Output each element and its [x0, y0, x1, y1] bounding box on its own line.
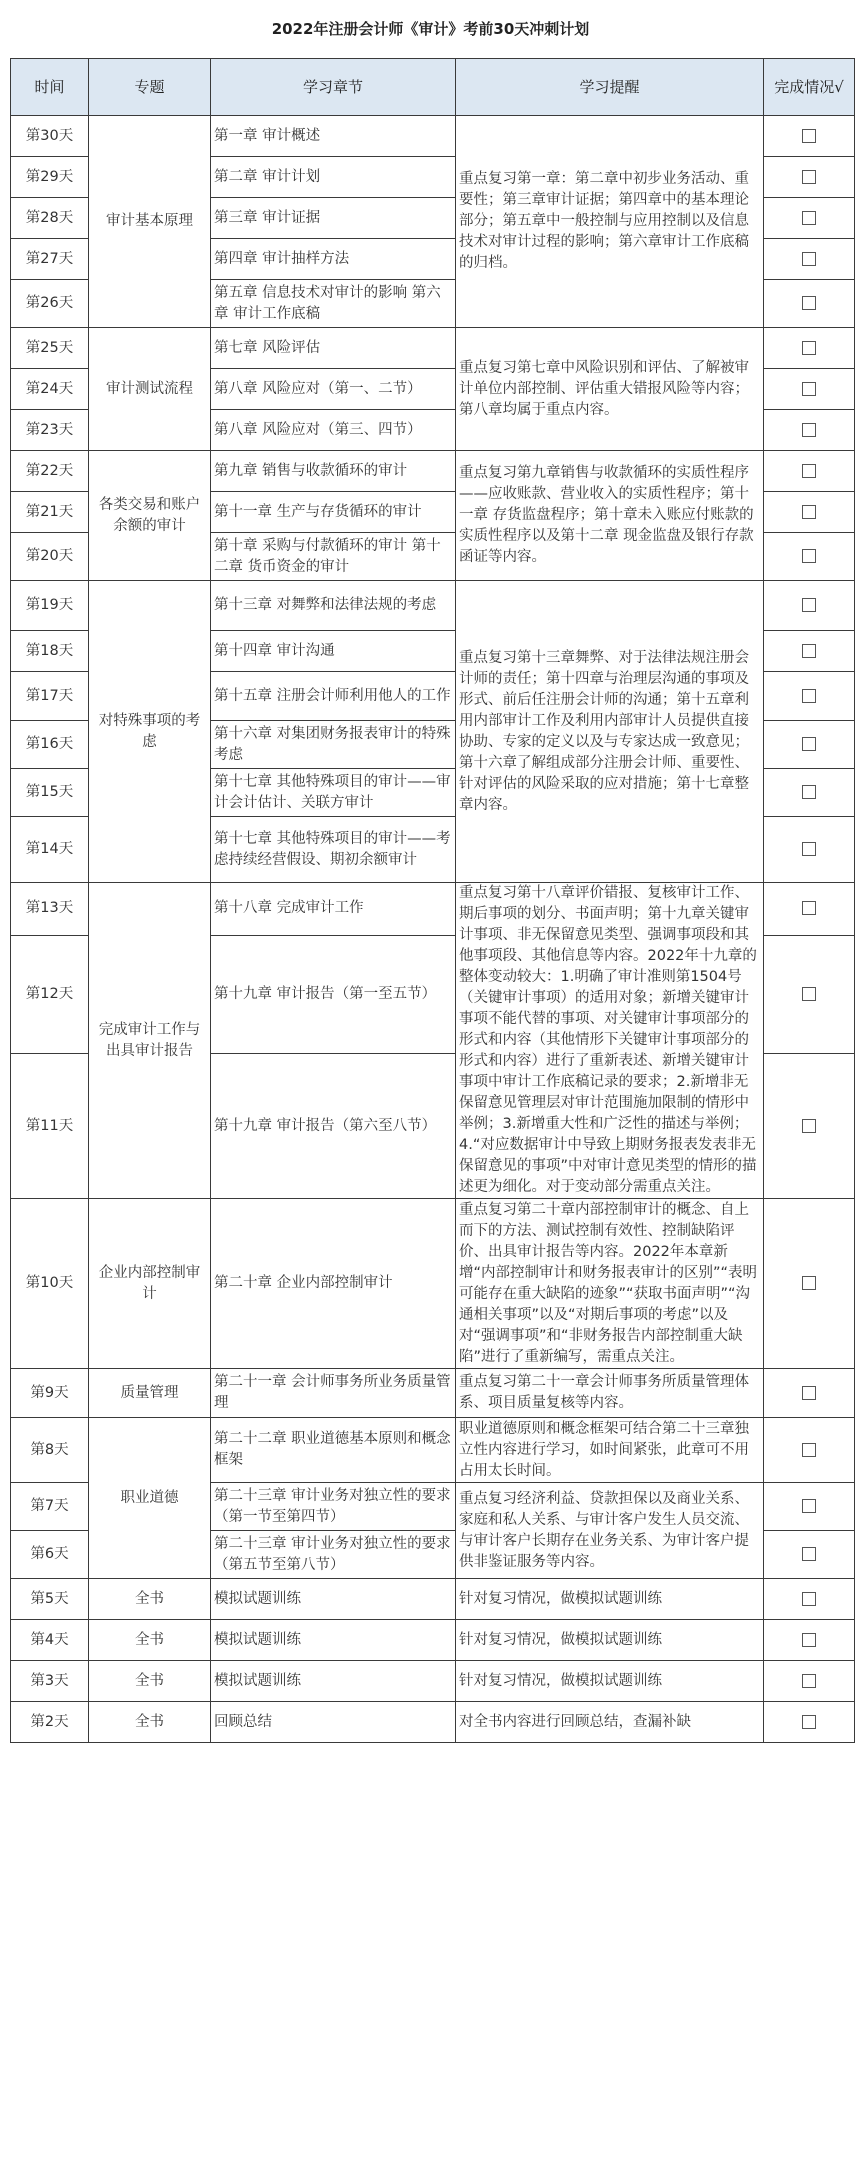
tip-cell: 重点复习第二十一章会计师事务所质量管理体系、项目质量复核等内容。 [456, 1369, 764, 1418]
chapter-cell: 第十三章 对舞弊和法律法规的考虑 [211, 581, 456, 631]
table-row [11, 1702, 855, 1743]
done-cell [764, 672, 855, 721]
day-cell: 第12天 [11, 935, 89, 1054]
table-row [11, 1620, 855, 1661]
chapter-cell: 第一章 审计概述 [211, 116, 456, 157]
topic-cell: 审计测试流程 [89, 328, 211, 451]
done-cell [764, 157, 855, 198]
chapter-cell: 第十七章 其他特殊项目的审计——审计会计估计、关联方审计 [211, 769, 456, 817]
chapter-cell: 第十六章 对集团财务报表审计的特殊考虑 [211, 721, 456, 769]
day-cell: 第21天 [11, 492, 89, 533]
table-row [11, 1661, 855, 1702]
tip-cell: 职业道德原则和概念框架可结合第二十三章独立性内容进行学习，如时间紧张，此章可不用占用太长时间。 [456, 1418, 764, 1483]
completion-checkbox[interactable] [802, 1443, 816, 1457]
done-cell [764, 328, 855, 369]
chapter-cell: 第二十二章 职业道德基本原则和概念框架 [211, 1418, 456, 1483]
topic-cell: 全书 [89, 1702, 211, 1743]
done-cell [764, 198, 855, 239]
table-row [11, 328, 855, 369]
day-cell: 第27天 [11, 239, 89, 280]
page-title: 2022年注册会计师《审计》考前30天冲刺计划 [271, 20, 590, 38]
table-row [11, 1369, 855, 1418]
chapter-cell: 第二十三章 审计业务对独立性的要求（第五节至第八节） [211, 1531, 456, 1579]
chapter-cell: 第十五章 注册会计师利用他人的工作 [211, 672, 456, 721]
topic-cell: 对特殊事项的考虑 [89, 581, 211, 883]
tip-cell: 针对复习情况，做模拟试题训练 [456, 1661, 764, 1702]
chapter-cell: 第二章 审计计划 [211, 157, 456, 198]
topic-cell: 全书 [89, 1579, 211, 1620]
tip-cell: 重点复习第一章：第二章中初步业务活动、重要性；第三章审计证据；第四章中的基本理论部分；第五章中一般控制与应用控制以及信息技术对审计过程的影响；第六章审计工作底稿的归档。 [456, 116, 764, 328]
completion-checkbox[interactable] [802, 549, 816, 563]
table-header [11, 59, 855, 116]
completion-checkbox[interactable] [802, 1633, 816, 1647]
completion-checkbox[interactable] [802, 341, 816, 355]
chapter-cell: 第二十三章 审计业务对独立性的要求（第一节至第四节） [211, 1483, 456, 1531]
done-cell [764, 1483, 855, 1531]
day-cell: 第26天 [11, 280, 89, 328]
tip-cell: 重点复习第十三章舞弊、对于法律法规注册会计师的责任；第十四章与治理层沟通的事项及形式、前后任注册会计师的沟通；第十五章利用内部审计工作及利用内部审计人员提供直接协助、专家的定义以及与专家达成一致意见；第十六章了解组成部分注册会计师、重要性、针对评估的风险采取的应对措施；第十七章整章内容。 [456, 581, 764, 883]
completion-checkbox[interactable] [802, 987, 816, 1001]
day-cell: 第8天 [11, 1418, 89, 1483]
topic-cell: 质量管理 [89, 1369, 211, 1418]
table-row [11, 1418, 855, 1483]
completion-checkbox[interactable] [802, 505, 816, 519]
done-cell [764, 116, 855, 157]
completion-checkbox[interactable] [802, 382, 816, 396]
chapter-cell: 模拟试题训练 [211, 1661, 456, 1702]
topic-cell: 全书 [89, 1620, 211, 1661]
day-cell: 第10天 [11, 1199, 89, 1369]
done-cell [764, 1369, 855, 1418]
done-cell [764, 280, 855, 328]
completion-checkbox[interactable] [802, 1499, 816, 1513]
day-cell: 第24天 [11, 369, 89, 410]
day-cell: 第15天 [11, 769, 89, 817]
done-cell [764, 1199, 855, 1369]
day-cell: 第19天 [11, 581, 89, 631]
chapter-cell: 第九章 销售与收款循环的审计 [211, 451, 456, 492]
day-cell: 第28天 [11, 198, 89, 239]
completion-checkbox[interactable] [802, 1674, 816, 1688]
chapter-cell: 第十四章 审计沟通 [211, 631, 456, 672]
completion-checkbox[interactable] [802, 737, 816, 751]
tip-cell: 重点复习经济利益、贷款担保以及商业关系、家庭和私人关系、与审计客户发生人员交流、与审计客户长期存在业务关系、为审计客户提供非鉴证服务等内容。 [456, 1483, 764, 1579]
table-row [11, 1199, 855, 1369]
day-cell: 第20天 [11, 533, 89, 581]
done-cell [764, 1661, 855, 1702]
topic-cell: 企业内部控制审计 [89, 1199, 211, 1369]
done-cell [764, 883, 855, 936]
tip-cell: 重点复习第二十章内部控制审计的概念、自上而下的方法、测试控制有效性、控制缺陷评价、出具审计报告等内容。2022年本章新增“内部控制审计和财务报表审计的区别”“表明可能存在重大缺陷的迹象”“获取书面声明”“沟通相关事项”以及“对期后事项的考虑”以及对“强调事项”和“非财务报告内部控制重大缺陷”进行了重新编写，需重点关注。 [456, 1199, 764, 1369]
done-cell [764, 935, 855, 1054]
tip-cell: 针对复习情况，做模拟试题训练 [456, 1579, 764, 1620]
chapter-cell: 第十章 采购与付款循环的审计 第十二章 货币资金的审计 [211, 533, 456, 581]
chapter-cell: 模拟试题训练 [211, 1579, 456, 1620]
chapter-cell: 第十七章 其他特殊项目的审计——考虑持续经营假设、期初余额审计 [211, 817, 456, 883]
done-cell [764, 581, 855, 631]
done-cell [764, 492, 855, 533]
completion-checkbox[interactable] [802, 1592, 816, 1606]
done-cell [764, 533, 855, 581]
day-cell: 第5天 [11, 1579, 89, 1620]
day-cell: 第3天 [11, 1661, 89, 1702]
completion-checkbox[interactable] [802, 598, 816, 612]
completion-checkbox[interactable] [802, 785, 816, 799]
header-chapter: 学习章节 [211, 59, 456, 116]
tip-cell: 对全书内容进行回顾总结，查漏补缺 [456, 1702, 764, 1743]
completion-checkbox[interactable] [802, 211, 816, 225]
header-tip: 学习提醒 [456, 59, 764, 116]
done-cell [764, 451, 855, 492]
done-cell [764, 410, 855, 451]
table-row [11, 581, 855, 631]
topic-cell: 各类交易和账户余额的审计 [89, 451, 211, 581]
topic-cell: 完成审计工作与出具审计报告 [89, 883, 211, 1199]
done-cell [764, 1531, 855, 1579]
day-cell: 第29天 [11, 157, 89, 198]
completion-checkbox[interactable] [802, 644, 816, 658]
day-cell: 第25天 [11, 328, 89, 369]
tip-cell: 重点复习第十八章评价错报、复核审计工作、期后事项的划分、书面声明；第十九章关键审计事项、非无保留意见类型、强调事项段和其他事项段、其他信息等内容。2022年十九章的整体变动较大：1.明确了审计准则第1504号（关键审计事项）的适用对象；新增关键审计事项不能代替的事项、对关键审计事项部分的形式和内容（其他情形下关键审计事项部分的形式和内容）进行了重新表述、新增关键审计事项中审计工作底稿记录的要求；2.新增非无保留意见管理层对审计范围施加限制的情形中举例；3.新增重大性和广泛性的描述与举例；4.“对应数据审计中导致上期财务报表发表非无保留意见的事项”中对审计意见类型的情形的描述更为细化。对于变动部分需重点关注。 [456, 883, 764, 1199]
day-cell: 第23天 [11, 410, 89, 451]
topic-cell: 审计基本原理 [89, 116, 211, 328]
chapter-cell: 第三章 审计证据 [211, 198, 456, 239]
header-topic: 专题 [89, 59, 211, 116]
header-time: 时间 [11, 59, 89, 116]
completion-checkbox[interactable] [802, 1715, 816, 1729]
completion-checkbox[interactable] [802, 689, 816, 703]
done-cell [764, 817, 855, 883]
tip-cell: 重点复习第七章中风险识别和评估、了解被审计单位内部控制、评估重大错报风险等内容；第八章均属于重点内容。 [456, 328, 764, 451]
day-cell: 第17天 [11, 672, 89, 721]
day-cell: 第18天 [11, 631, 89, 672]
chapter-cell: 第八章 风险应对（第一、二节） [211, 369, 456, 410]
day-cell: 第4天 [11, 1620, 89, 1661]
study-plan-table [10, 58, 855, 1743]
completion-checkbox[interactable] [802, 170, 816, 184]
day-cell: 第14天 [11, 817, 89, 883]
chapter-cell: 第四章 审计抽样方法 [211, 239, 456, 280]
chapter-cell: 第十一章 生产与存货循环的审计 [211, 492, 456, 533]
day-cell: 第6天 [11, 1531, 89, 1579]
done-cell [764, 769, 855, 817]
completion-checkbox[interactable] [802, 252, 816, 266]
table-body [11, 116, 855, 1743]
topic-cell: 职业道德 [89, 1418, 211, 1579]
done-cell [764, 369, 855, 410]
done-cell [764, 631, 855, 672]
chapter-cell: 第十八章 完成审计工作 [211, 883, 456, 936]
completion-checkbox[interactable] [802, 1386, 816, 1400]
tip-cell: 针对复习情况，做模拟试题训练 [456, 1620, 764, 1661]
chapter-cell: 第十九章 审计报告（第一至五节） [211, 935, 456, 1054]
completion-checkbox[interactable] [802, 1119, 816, 1133]
chapter-cell: 第二十章 企业内部控制审计 [211, 1199, 456, 1369]
tip-cell: 重点复习第九章销售与收款循环的实质性程序——应收账款、营业收入的实质性程序；第十一章 存货监盘程序；第十章未入账应付账款的实质性程序以及第十二章 现金监盘及银行存款函证等内容。 [456, 451, 764, 581]
table-row [11, 1579, 855, 1620]
chapter-cell: 第十九章 审计报告（第六至八节） [211, 1054, 456, 1199]
chapter-cell: 第八章 风险应对（第三、四节） [211, 410, 456, 451]
day-cell: 第30天 [11, 116, 89, 157]
done-cell [764, 721, 855, 769]
completion-checkbox[interactable] [802, 423, 816, 437]
day-cell: 第13天 [11, 883, 89, 936]
table-row [11, 116, 855, 157]
topic-cell: 全书 [89, 1661, 211, 1702]
done-cell [764, 1702, 855, 1743]
chapter-cell: 模拟试题训练 [211, 1620, 456, 1661]
done-cell [764, 1418, 855, 1483]
completion-checkbox[interactable] [802, 901, 816, 915]
day-cell: 第2天 [11, 1702, 89, 1743]
chapter-cell: 第五章 信息技术对审计的影响 第六章 审计工作底稿 [211, 280, 456, 328]
completion-checkbox[interactable] [802, 842, 816, 856]
day-cell: 第7天 [11, 1483, 89, 1531]
completion-checkbox[interactable] [802, 296, 816, 310]
header-done: 完成情况√ [764, 59, 855, 116]
day-cell: 第16天 [11, 721, 89, 769]
chapter-cell: 回顾总结 [211, 1702, 456, 1743]
day-cell: 第9天 [11, 1369, 89, 1418]
done-cell [764, 1620, 855, 1661]
completion-checkbox[interactable] [802, 464, 816, 478]
done-cell [764, 239, 855, 280]
done-cell [764, 1579, 855, 1620]
completion-checkbox[interactable] [802, 1547, 816, 1561]
completion-checkbox[interactable] [802, 1276, 816, 1290]
completion-checkbox[interactable] [802, 129, 816, 143]
chapter-cell: 第二十一章 会计师事务所业务质量管理 [211, 1369, 456, 1418]
table-row [11, 451, 855, 492]
chapter-cell: 第七章 风险评估 [211, 328, 456, 369]
done-cell [764, 1054, 855, 1199]
day-cell: 第22天 [11, 451, 89, 492]
day-cell: 第11天 [11, 1054, 89, 1199]
table-row [11, 883, 855, 936]
